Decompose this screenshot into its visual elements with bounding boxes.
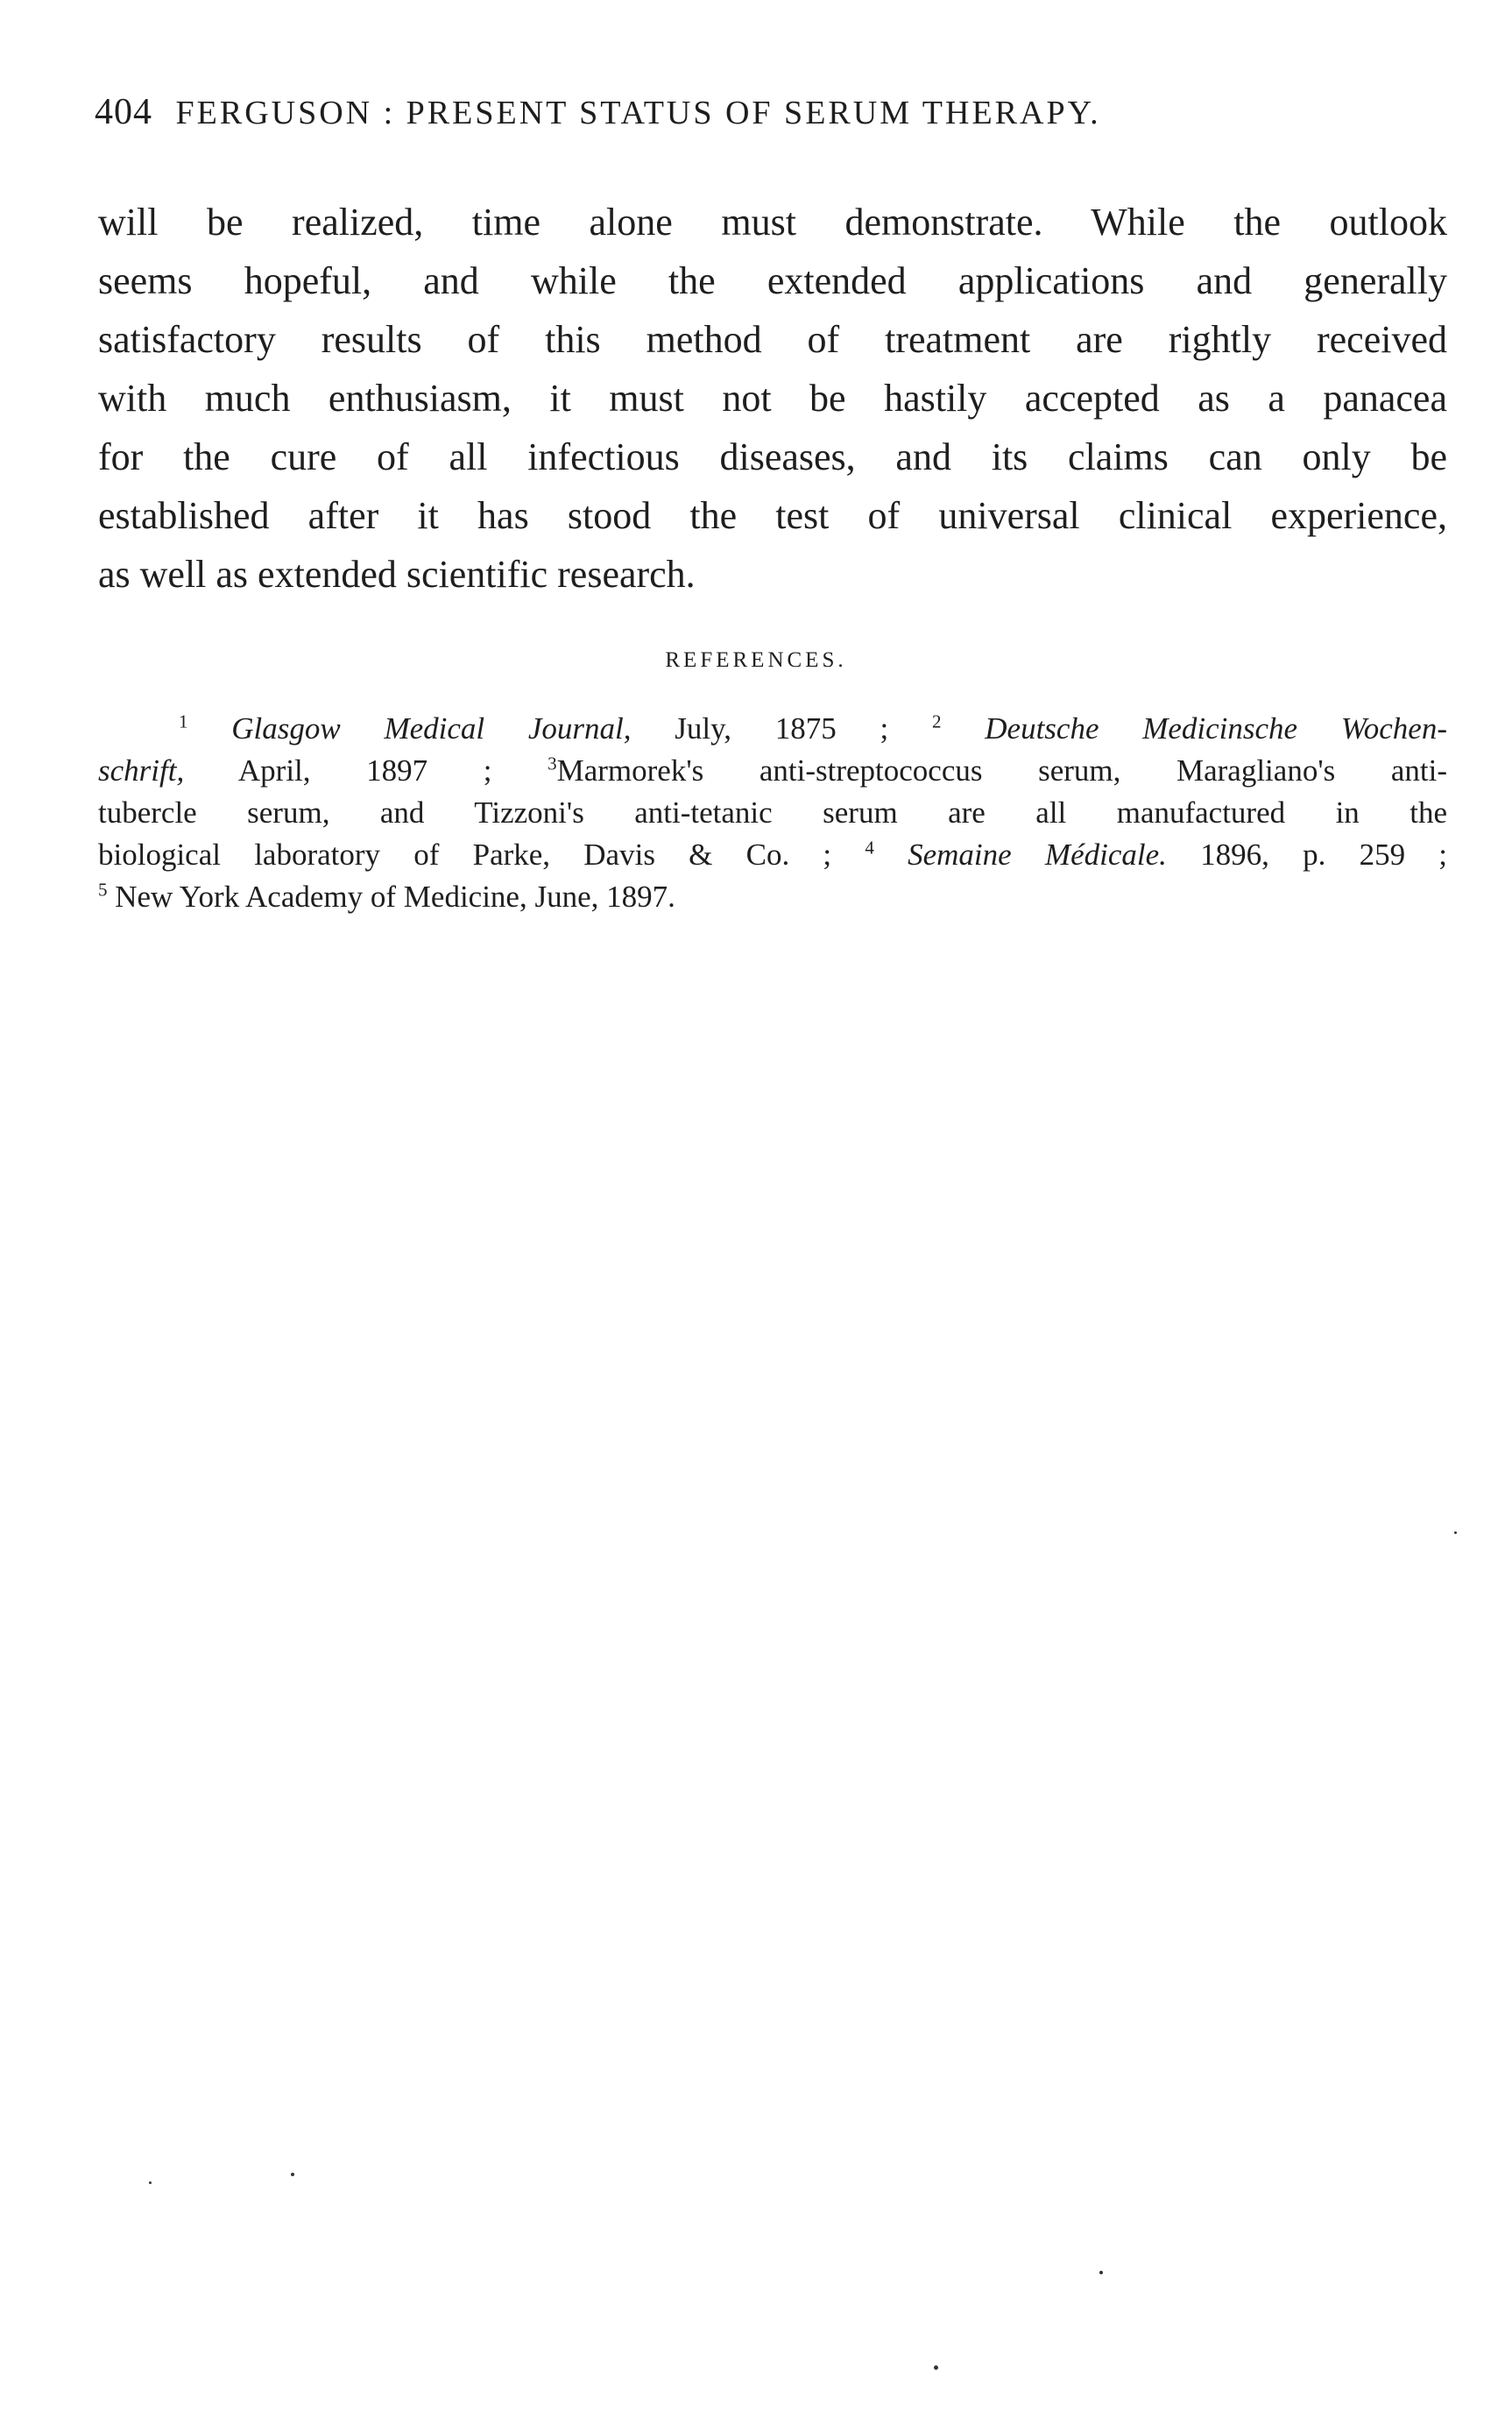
ref-text: biological laboratory of Parke, Davis & Co. ;: [98, 838, 866, 872]
body-line: for the cure of all infectious diseases, and its claims can only be: [98, 435, 1447, 478]
ref-title: Deutsche Medicinsche Wochen-: [985, 711, 1448, 746]
ref-text: 1896, p. 259 ;: [1166, 838, 1448, 872]
body-line: seems hopeful, and while the extended applications and generally: [98, 259, 1447, 302]
body-paragraph: [98, 193, 1447, 604]
ref-title: Glasgow Medical Journal,: [231, 711, 632, 746]
body-line: as well as extended scientific research.: [98, 553, 696, 596]
ref-mark: 1: [179, 711, 188, 732]
ref-mark: 3: [548, 753, 557, 774]
body-line: satisfactory results of this method of treatment are rightly received: [98, 318, 1447, 361]
ref-title: Semaine Médicale.: [908, 838, 1167, 872]
references-heading: REFERENCES.: [665, 648, 847, 672]
body-line: will be realized, time alone must demonstrate. While the outlook: [98, 201, 1447, 244]
reference-line: [98, 750, 1447, 792]
ref-text: July, 1875 ;: [631, 711, 933, 746]
running-head: [95, 91, 1444, 133]
scan-speck: [1099, 2271, 1103, 2274]
scan-speck: [291, 2173, 294, 2176]
ref-text: New York Academy of Medicine, June, 1897.: [115, 880, 675, 914]
ref-mark: 5: [98, 879, 108, 901]
ref-title: schrift,: [98, 753, 185, 788]
scan-speck: [149, 2181, 152, 2184]
running-title: FERGUSON : PRESENT STATUS OF SERUM THERAPY.: [175, 95, 1101, 131]
ref-text: Marmorek's anti-streptococcus serum, Maragliano's anti-: [556, 753, 1447, 788]
reference-line: tubercle serum, and Tizzoni's anti-tetanic serum are all manufactured in the: [98, 795, 1447, 830]
reference-line: [98, 876, 1447, 918]
body-line: with much enthusiasm, it must not be hastily accepted as a panacea: [98, 377, 1447, 420]
body-line: established after it has stood the test of universal clinical experience,: [98, 494, 1447, 537]
ref-mark: 2: [932, 711, 942, 732]
ref-text: April, 1897 ;: [184, 753, 548, 788]
references-list: [98, 708, 1447, 918]
scan-speck: [1454, 1531, 1457, 1534]
ref-mark: 4: [865, 837, 874, 859]
reference-line: [98, 708, 1447, 750]
scan-speck: [934, 2365, 938, 2370]
page-number: 404: [95, 92, 152, 132]
reference-line: [98, 834, 1447, 876]
